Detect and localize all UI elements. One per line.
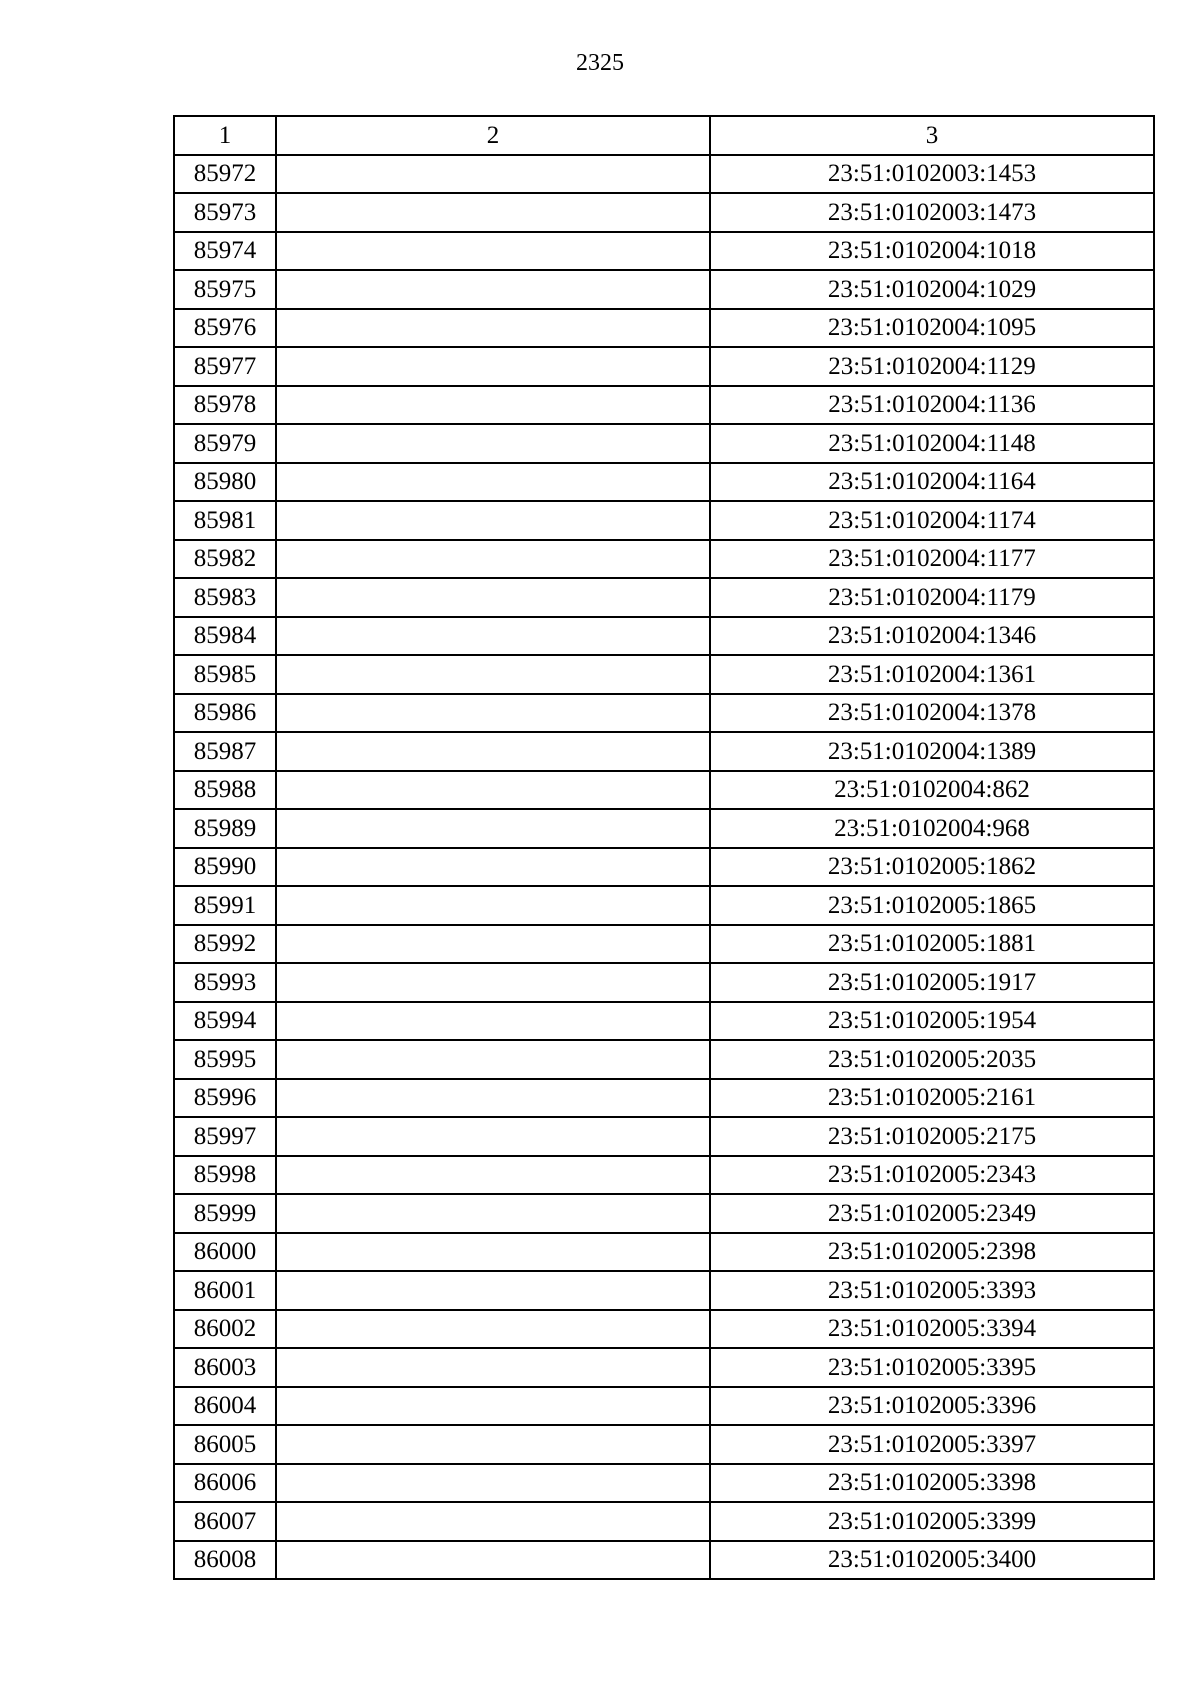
table-row — [174, 540, 1154, 579]
page-number: 2325 — [576, 50, 624, 76]
table-row — [174, 1194, 1154, 1233]
description-cell — [276, 232, 710, 271]
description-cell — [276, 1464, 710, 1503]
description-cell — [276, 501, 710, 540]
description-cell — [276, 1233, 710, 1272]
description-cell — [276, 1002, 710, 1041]
cadastral-number-cell: 23:51:0102005:2035 — [710, 1040, 1154, 1079]
cadastral-number-cell: 23:51:0102004:1164 — [710, 463, 1154, 502]
description-cell — [276, 1387, 710, 1426]
column-header-1: 1 — [174, 116, 276, 155]
table-row — [174, 155, 1154, 194]
row-number-cell: 85989 — [174, 809, 276, 848]
description-cell — [276, 694, 710, 733]
cadastral-number-cell: 23:51:0102005:3393 — [710, 1271, 1154, 1310]
table-body — [174, 155, 1154, 1580]
table-row — [174, 771, 1154, 810]
row-number-cell: 85975 — [174, 270, 276, 309]
cadastral-number-cell: 23:51:0102005:3396 — [710, 1387, 1154, 1426]
row-number-cell: 85985 — [174, 655, 276, 694]
table-row — [174, 1079, 1154, 1118]
description-cell — [276, 886, 710, 925]
cadastral-number-cell: 23:51:0102005:3399 — [710, 1502, 1154, 1541]
row-number-cell: 85978 — [174, 386, 276, 425]
column-header-3: 3 — [710, 116, 1154, 155]
description-cell — [276, 809, 710, 848]
description-cell — [276, 1194, 710, 1233]
row-number-cell: 86001 — [174, 1271, 276, 1310]
cadastral-number-cell: 23:51:0102005:3398 — [710, 1464, 1154, 1503]
row-number-cell: 85977 — [174, 347, 276, 386]
description-cell — [276, 617, 710, 656]
description-cell — [276, 578, 710, 617]
cadastral-number-cell: 23:51:0102005:2161 — [710, 1079, 1154, 1118]
cadastral-number-cell: 23:51:0102005:1917 — [710, 963, 1154, 1002]
table-row — [174, 193, 1154, 232]
table-row — [174, 424, 1154, 463]
row-number-cell: 85972 — [174, 155, 276, 194]
row-number-cell: 85988 — [174, 771, 276, 810]
cadastral-number-cell: 23:51:0102005:3394 — [710, 1310, 1154, 1349]
row-number-cell: 85974 — [174, 232, 276, 271]
table-row — [174, 809, 1154, 848]
description-cell — [276, 1156, 710, 1195]
table-row — [174, 1348, 1154, 1387]
table-row — [174, 386, 1154, 425]
cadastral-number-cell: 23:51:0102005:3400 — [710, 1541, 1154, 1580]
table-row — [174, 578, 1154, 617]
row-number-cell: 85992 — [174, 925, 276, 964]
row-number-cell: 85976 — [174, 309, 276, 348]
table-row — [174, 886, 1154, 925]
cadastral-number-cell: 23:51:0102004:1018 — [710, 232, 1154, 271]
cadastral-number-cell: 23:51:0102004:1177 — [710, 540, 1154, 579]
row-number-cell: 86007 — [174, 1502, 276, 1541]
row-number-cell: 85997 — [174, 1117, 276, 1156]
row-number-cell: 85981 — [174, 501, 276, 540]
cadastral-number-cell: 23:51:0102004:1179 — [710, 578, 1154, 617]
table-row — [174, 848, 1154, 887]
description-cell — [276, 1502, 710, 1541]
cadastral-number-cell: 23:51:0102004:968 — [710, 809, 1154, 848]
row-number-cell: 85993 — [174, 963, 276, 1002]
row-number-cell: 85980 — [174, 463, 276, 502]
table-row — [174, 1425, 1154, 1464]
description-cell — [276, 270, 710, 309]
row-number-cell: 85995 — [174, 1040, 276, 1079]
row-number-cell: 85996 — [174, 1079, 276, 1118]
row-number-cell: 85982 — [174, 540, 276, 579]
cadastral-number-cell: 23:51:0102005:2175 — [710, 1117, 1154, 1156]
row-number-cell: 85983 — [174, 578, 276, 617]
table-row — [174, 1233, 1154, 1272]
cadastral-number-cell: 23:51:0102005:2343 — [710, 1156, 1154, 1195]
cadastral-number-cell: 23:51:0102005:1862 — [710, 848, 1154, 887]
table-row — [174, 270, 1154, 309]
row-number-cell: 86000 — [174, 1233, 276, 1272]
description-cell — [276, 309, 710, 348]
table-row — [174, 1040, 1154, 1079]
cadastral-number-cell: 23:51:0102004:1029 — [710, 270, 1154, 309]
row-number-cell: 85984 — [174, 617, 276, 656]
cadastral-number-cell: 23:51:0102004:1136 — [710, 386, 1154, 425]
description-cell — [276, 1348, 710, 1387]
cadastral-number-cell: 23:51:0102004:1346 — [710, 617, 1154, 656]
table-row — [174, 963, 1154, 1002]
table-row — [174, 732, 1154, 771]
description-cell — [276, 386, 710, 425]
row-number-cell: 85994 — [174, 1002, 276, 1041]
row-number-cell: 85999 — [174, 1194, 276, 1233]
cadastral-number-cell: 23:51:0102005:2349 — [710, 1194, 1154, 1233]
table-row — [174, 925, 1154, 964]
table-row — [174, 463, 1154, 502]
cadastral-table — [173, 115, 1155, 1580]
table-row — [174, 1310, 1154, 1349]
description-cell — [276, 540, 710, 579]
cadastral-number-cell: 23:51:0102004:1148 — [710, 424, 1154, 463]
description-cell — [276, 347, 710, 386]
description-cell — [276, 655, 710, 694]
row-number-cell: 86005 — [174, 1425, 276, 1464]
cadastral-number-cell: 23:51:0102005:1865 — [710, 886, 1154, 925]
row-number-cell: 85973 — [174, 193, 276, 232]
table-header-row — [174, 116, 1154, 155]
description-cell — [276, 1310, 710, 1349]
table-row — [174, 309, 1154, 348]
description-cell — [276, 1425, 710, 1464]
cadastral-number-cell: 23:51:0102004:1378 — [710, 694, 1154, 733]
row-number-cell: 86008 — [174, 1541, 276, 1580]
row-number-cell: 85986 — [174, 694, 276, 733]
description-cell — [276, 424, 710, 463]
cadastral-number-cell: 23:51:0102004:1129 — [710, 347, 1154, 386]
description-cell — [276, 155, 710, 194]
row-number-cell: 86002 — [174, 1310, 276, 1349]
description-cell — [276, 1040, 710, 1079]
description-cell — [276, 732, 710, 771]
table-row — [174, 232, 1154, 271]
table-row — [174, 694, 1154, 733]
table-row — [174, 1002, 1154, 1041]
cadastral-number-cell: 23:51:0102003:1473 — [710, 193, 1154, 232]
cadastral-number-cell: 23:51:0102005:3397 — [710, 1425, 1154, 1464]
row-number-cell: 85998 — [174, 1156, 276, 1195]
row-number-cell: 85990 — [174, 848, 276, 887]
table-row — [174, 1271, 1154, 1310]
cadastral-number-cell: 23:51:0102005:1954 — [710, 1002, 1154, 1041]
cadastral-number-cell: 23:51:0102004:1361 — [710, 655, 1154, 694]
table-row — [174, 501, 1154, 540]
cadastral-number-cell: 23:51:0102004:1389 — [710, 732, 1154, 771]
description-cell — [276, 1079, 710, 1118]
table-row — [174, 1502, 1154, 1541]
row-number-cell: 86006 — [174, 1464, 276, 1503]
cadastral-number-cell: 23:51:0102005:1881 — [710, 925, 1154, 964]
description-cell — [276, 463, 710, 502]
table-row — [174, 617, 1154, 656]
description-cell — [276, 193, 710, 232]
description-cell — [276, 925, 710, 964]
row-number-cell: 85987 — [174, 732, 276, 771]
description-cell — [276, 848, 710, 887]
table-row — [174, 1117, 1154, 1156]
column-header-2: 2 — [276, 116, 710, 155]
description-cell — [276, 1271, 710, 1310]
table-row — [174, 1387, 1154, 1426]
row-number-cell: 86004 — [174, 1387, 276, 1426]
row-number-cell: 85991 — [174, 886, 276, 925]
description-cell — [276, 1117, 710, 1156]
cadastral-number-cell: 23:51:0102005:3395 — [710, 1348, 1154, 1387]
description-cell — [276, 963, 710, 1002]
table-row — [174, 1156, 1154, 1195]
cadastral-number-cell: 23:51:0102004:862 — [710, 771, 1154, 810]
cadastral-number-cell: 23:51:0102003:1453 — [710, 155, 1154, 194]
cadastral-number-cell: 23:51:0102004:1174 — [710, 501, 1154, 540]
row-number-cell: 86003 — [174, 1348, 276, 1387]
cadastral-number-cell: 23:51:0102005:2398 — [710, 1233, 1154, 1272]
description-cell — [276, 1541, 710, 1580]
cadastral-number-cell: 23:51:0102004:1095 — [710, 309, 1154, 348]
description-cell — [276, 771, 710, 810]
table-row — [174, 347, 1154, 386]
table-row — [174, 1464, 1154, 1503]
table-row — [174, 1541, 1154, 1580]
table-row — [174, 655, 1154, 694]
row-number-cell: 85979 — [174, 424, 276, 463]
